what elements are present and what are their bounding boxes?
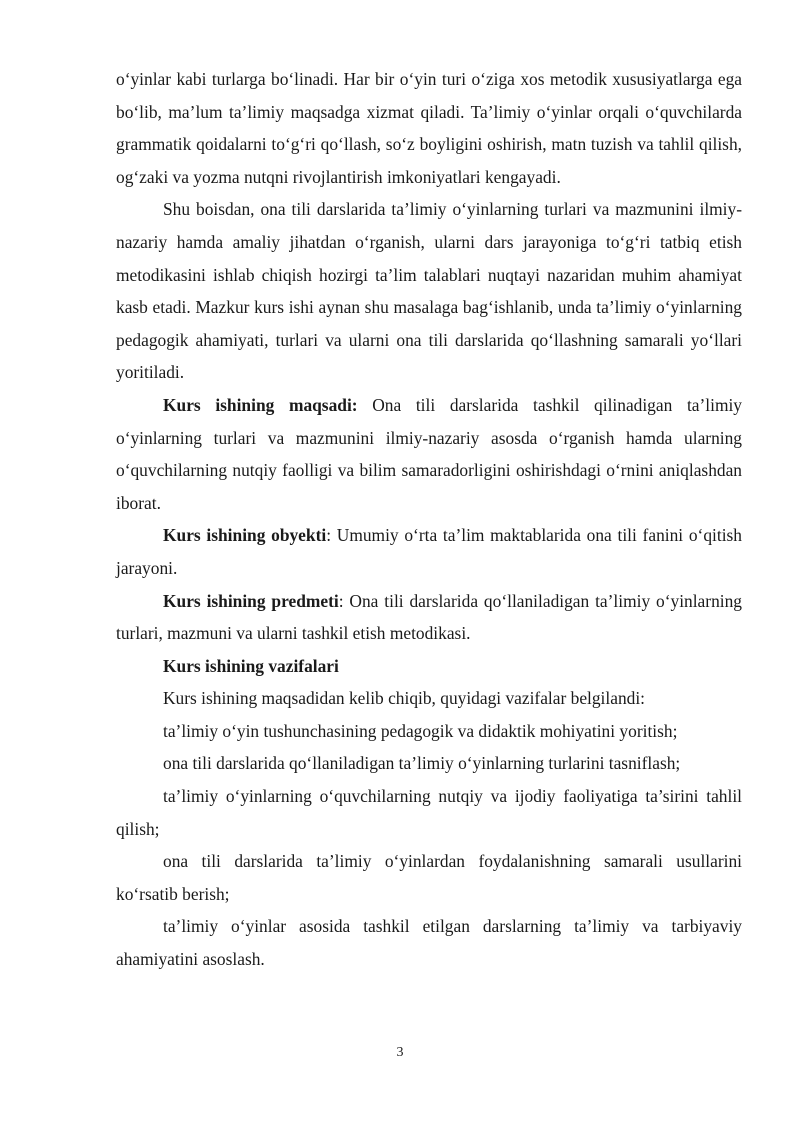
goal-text: Ona tili darslarida tashkil qilinadigan ta’limiy o‘yinlarning turlari va mazmunini ilmiy-nazariy asosda o‘rganish hamda ularning o‘quvchilarning nutqiy faolligi va bilim samaradorligini oshirishdagi o‘rnini aniqlashdan iborat. [116, 394, 743, 513]
goal-label: Kurs ishining maqsadi: [163, 394, 358, 415]
task-item: ta’limiy o‘yin tushunchasining pedagogik va didaktik mohiyatini yoritish; [163, 720, 678, 741]
page-body [116, 63, 742, 976]
paragraph-game-types: o‘yinlar kabi turlarga bo‘linadi. Har bir o‘yin turi o‘ziga xos metodik xususiyatlarga ega bo‘lib, ma’lum ta’limiy maqsadga xizmat qiladi. Ta’limiy o‘yinlar orqali o‘quvchilarda grammatik qoidalarni to‘g‘ri qo‘llash, so‘z boyligini oshirish, matn tuzish va tahlil qilish, og‘zaki va yozma nutqni rivojlantirish imkoniyatlari kengayadi. [116, 69, 742, 187]
object-label: Kurs ishining obyekti [163, 525, 327, 546]
paragraph-goal [116, 389, 742, 519]
object-text: : Umumiy o‘rta ta’lim maktablarida ona tili fanini o‘qitish jarayoni. [116, 525, 742, 578]
paragraph-relevance: Shu boisdan, ona tili darslarida ta’limiy o‘yinlarning turlari va mazmunini ilmiy-nazariy hamda amaliy jihatdan o‘rganish, ularni dars jarayoniga to‘g‘ri tatbiq etish metodikasini ishlab chiqish hozirgi ta’lim talablari nuqtayi nazaridan muhim ahamiyat kasb etadi. Mazkur kurs ishi aynan shu masalaga bag‘ishlanib, unda ta’limiy o‘yinlarning pedagogik ahamiyati, turlari va ularni ona tili darslarida qo‘llashning samarali yo‘llari yoritiladi. [116, 199, 742, 383]
subject-label: Kurs ishining predmeti [163, 590, 339, 611]
paragraph-object [116, 519, 742, 584]
tasks-heading: Kurs ishining vazifalari [163, 655, 339, 676]
tasks-intro: Kurs ishining maqsadidan kelib chiqib, quyidagi vazifalar belgilandi: [163, 688, 645, 709]
task-item: ona tili darslarida qo‘llaniladigan ta’limiy o‘yinlarning turlarini tasniflash; [163, 753, 681, 774]
task-item: ta’limiy o‘yinlar asosida tashkil etilgan darslarning ta’limiy va tarbiyaviy ahamiyatini asoslash. [116, 916, 742, 970]
task-item: ona tili darslarida ta’limiy o‘yinlardan foydalanishning samarali usullarini ko‘rsatib berish; [116, 851, 742, 904]
subject-text: : Ona tili darslarida qo‘llaniladigan ta’limiy o‘yinlarning turlari, mazmuni va ularni tashkil etish metodikasi. [116, 590, 742, 644]
paragraph-subject [116, 585, 742, 650]
task-item: ta’limiy o‘yinlarning o‘quvchilarning nutqiy va ijodiy faoliyatiga ta’sirini tahlil qilish; [116, 786, 742, 839]
page-number: 3 [396, 1045, 404, 1060]
